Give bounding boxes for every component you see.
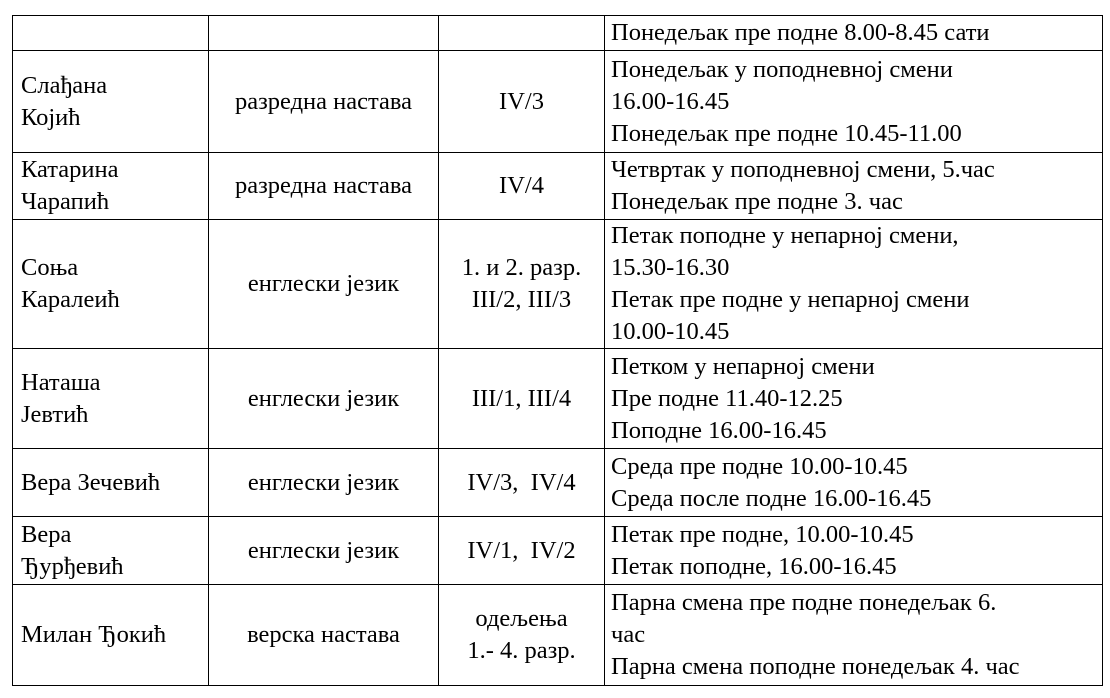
time-cell: [605, 220, 1103, 349]
consultation-schedule-table: [12, 15, 1103, 686]
subject-text: енглески језик: [247, 468, 400, 496]
table-row: [13, 585, 1103, 686]
time-line: Петак пре подне у непарној смени: [611, 286, 970, 313]
subject-cell: [209, 220, 439, 349]
teacher-first-name: Слађана: [21, 71, 108, 99]
time-line: Петком у непарној смени: [611, 352, 875, 380]
teacher-last-name: Јевтић: [21, 400, 89, 428]
classes-text: 1. и 2. разр.: [461, 254, 582, 281]
time-line: Понедељак пре подне 10.45-11.00: [611, 119, 962, 147]
time-line: 16.00-16.45: [611, 87, 730, 115]
time-cell: [605, 585, 1103, 686]
teacher-name-cell: [13, 449, 209, 517]
subject-cell: [209, 51, 439, 153]
time-cell: [605, 51, 1103, 153]
classes-cell: [439, 153, 605, 220]
time-line: Пре подне 11.40-12.25: [611, 384, 843, 412]
time-line: Понедељак пре подне 8.00-8.45 сати: [611, 19, 990, 46]
classes-cell: [439, 517, 605, 585]
teacher-last-name: Ђурђевић: [21, 552, 124, 580]
time-line: час: [611, 621, 646, 648]
time-line: Парна смена пре подне понедељак 6.: [611, 589, 997, 616]
teacher-last-name: Каралеић: [21, 286, 120, 313]
classes-cell: [439, 16, 605, 51]
time-cell: [605, 153, 1103, 220]
classes-cell: [439, 449, 605, 517]
time-line: Поподне 16.00-16.45: [611, 416, 827, 444]
teacher-first-name: Катарина: [21, 156, 119, 183]
table-row: [13, 449, 1103, 517]
subject-cell: [209, 517, 439, 585]
subject-cell: [209, 449, 439, 517]
classes-cell: [439, 585, 605, 686]
time-line: Четвртак у поподневној смени, 5.час: [611, 156, 995, 183]
time-line: 10.00-10.45: [611, 318, 730, 345]
time-cell: [605, 349, 1103, 449]
table-row: [13, 349, 1103, 449]
teacher-name-cell: [13, 51, 209, 153]
teacher-name-cell: [13, 349, 209, 449]
time-line: Понедељак пре подне 3. час: [611, 188, 903, 215]
table-row: [13, 517, 1103, 585]
teacher-name-cell: [13, 220, 209, 349]
time-line: Парна смена поподне понедељак 4. час: [611, 653, 1020, 680]
teacher-name-cell: [13, 585, 209, 686]
teacher-first-name: Соња: [21, 254, 79, 281]
classes-cell: [439, 349, 605, 449]
classes-cell: [439, 51, 605, 153]
classes-text: IV/1, IV/2: [467, 536, 576, 564]
classes-cell: [439, 220, 605, 349]
subject-text: енглески језик: [247, 384, 400, 412]
teacher-last-name: Којић: [21, 103, 81, 131]
time-cell: [605, 16, 1103, 51]
classes-text: 1.- 4. разр.: [467, 637, 576, 664]
subject-cell: [209, 153, 439, 220]
time-cell: [605, 449, 1103, 517]
teacher-name-cell: [13, 16, 209, 51]
time-line: Среда после подне 16.00-16.45: [611, 484, 932, 512]
subject-text: разредна настава: [234, 172, 413, 199]
subject-cell: [209, 16, 439, 51]
table-row: [13, 220, 1103, 349]
time-line: Петак пре подне, 10.00-10.45: [611, 520, 914, 548]
table-row: [13, 153, 1103, 220]
teacher-full-name: Милан Ђокић: [21, 621, 167, 648]
classes-text: IV/3: [499, 87, 544, 115]
subject-text: енглески језик: [247, 270, 400, 297]
time-line: Петак поподне, 16.00-16.45: [611, 552, 897, 580]
table-row: [13, 51, 1103, 153]
classes-text: IV/4: [499, 172, 544, 199]
teacher-last-name: Чарапић: [21, 188, 110, 215]
time-line: Петак поподне у непарној смени,: [611, 222, 959, 249]
teacher-full-name: Вера Зечевић: [21, 468, 161, 496]
classes-text: IV/3, IV/4: [467, 468, 576, 496]
teacher-first-name: Вера: [21, 520, 72, 548]
teacher-name-cell: [13, 153, 209, 220]
subject-text: енглески језик: [247, 536, 400, 564]
time-line: Понедељак у поподневној смени: [611, 55, 953, 83]
table-row: [13, 16, 1103, 51]
subject-text: верска настава: [247, 621, 400, 648]
subject-cell: [209, 349, 439, 449]
teacher-first-name: Наташа: [21, 368, 101, 396]
classes-text: одељења: [475, 605, 568, 632]
subject-cell: [209, 585, 439, 686]
subject-text: разредна настава: [234, 87, 413, 115]
time-line: 15.30-16.30: [611, 254, 730, 281]
classes-text: III/1, III/4: [471, 384, 572, 412]
time-cell: [605, 517, 1103, 585]
teacher-name-cell: [13, 517, 209, 585]
time-line: Среда пре подне 10.00-10.45: [611, 452, 908, 480]
classes-text: III/2, III/3: [471, 286, 572, 313]
